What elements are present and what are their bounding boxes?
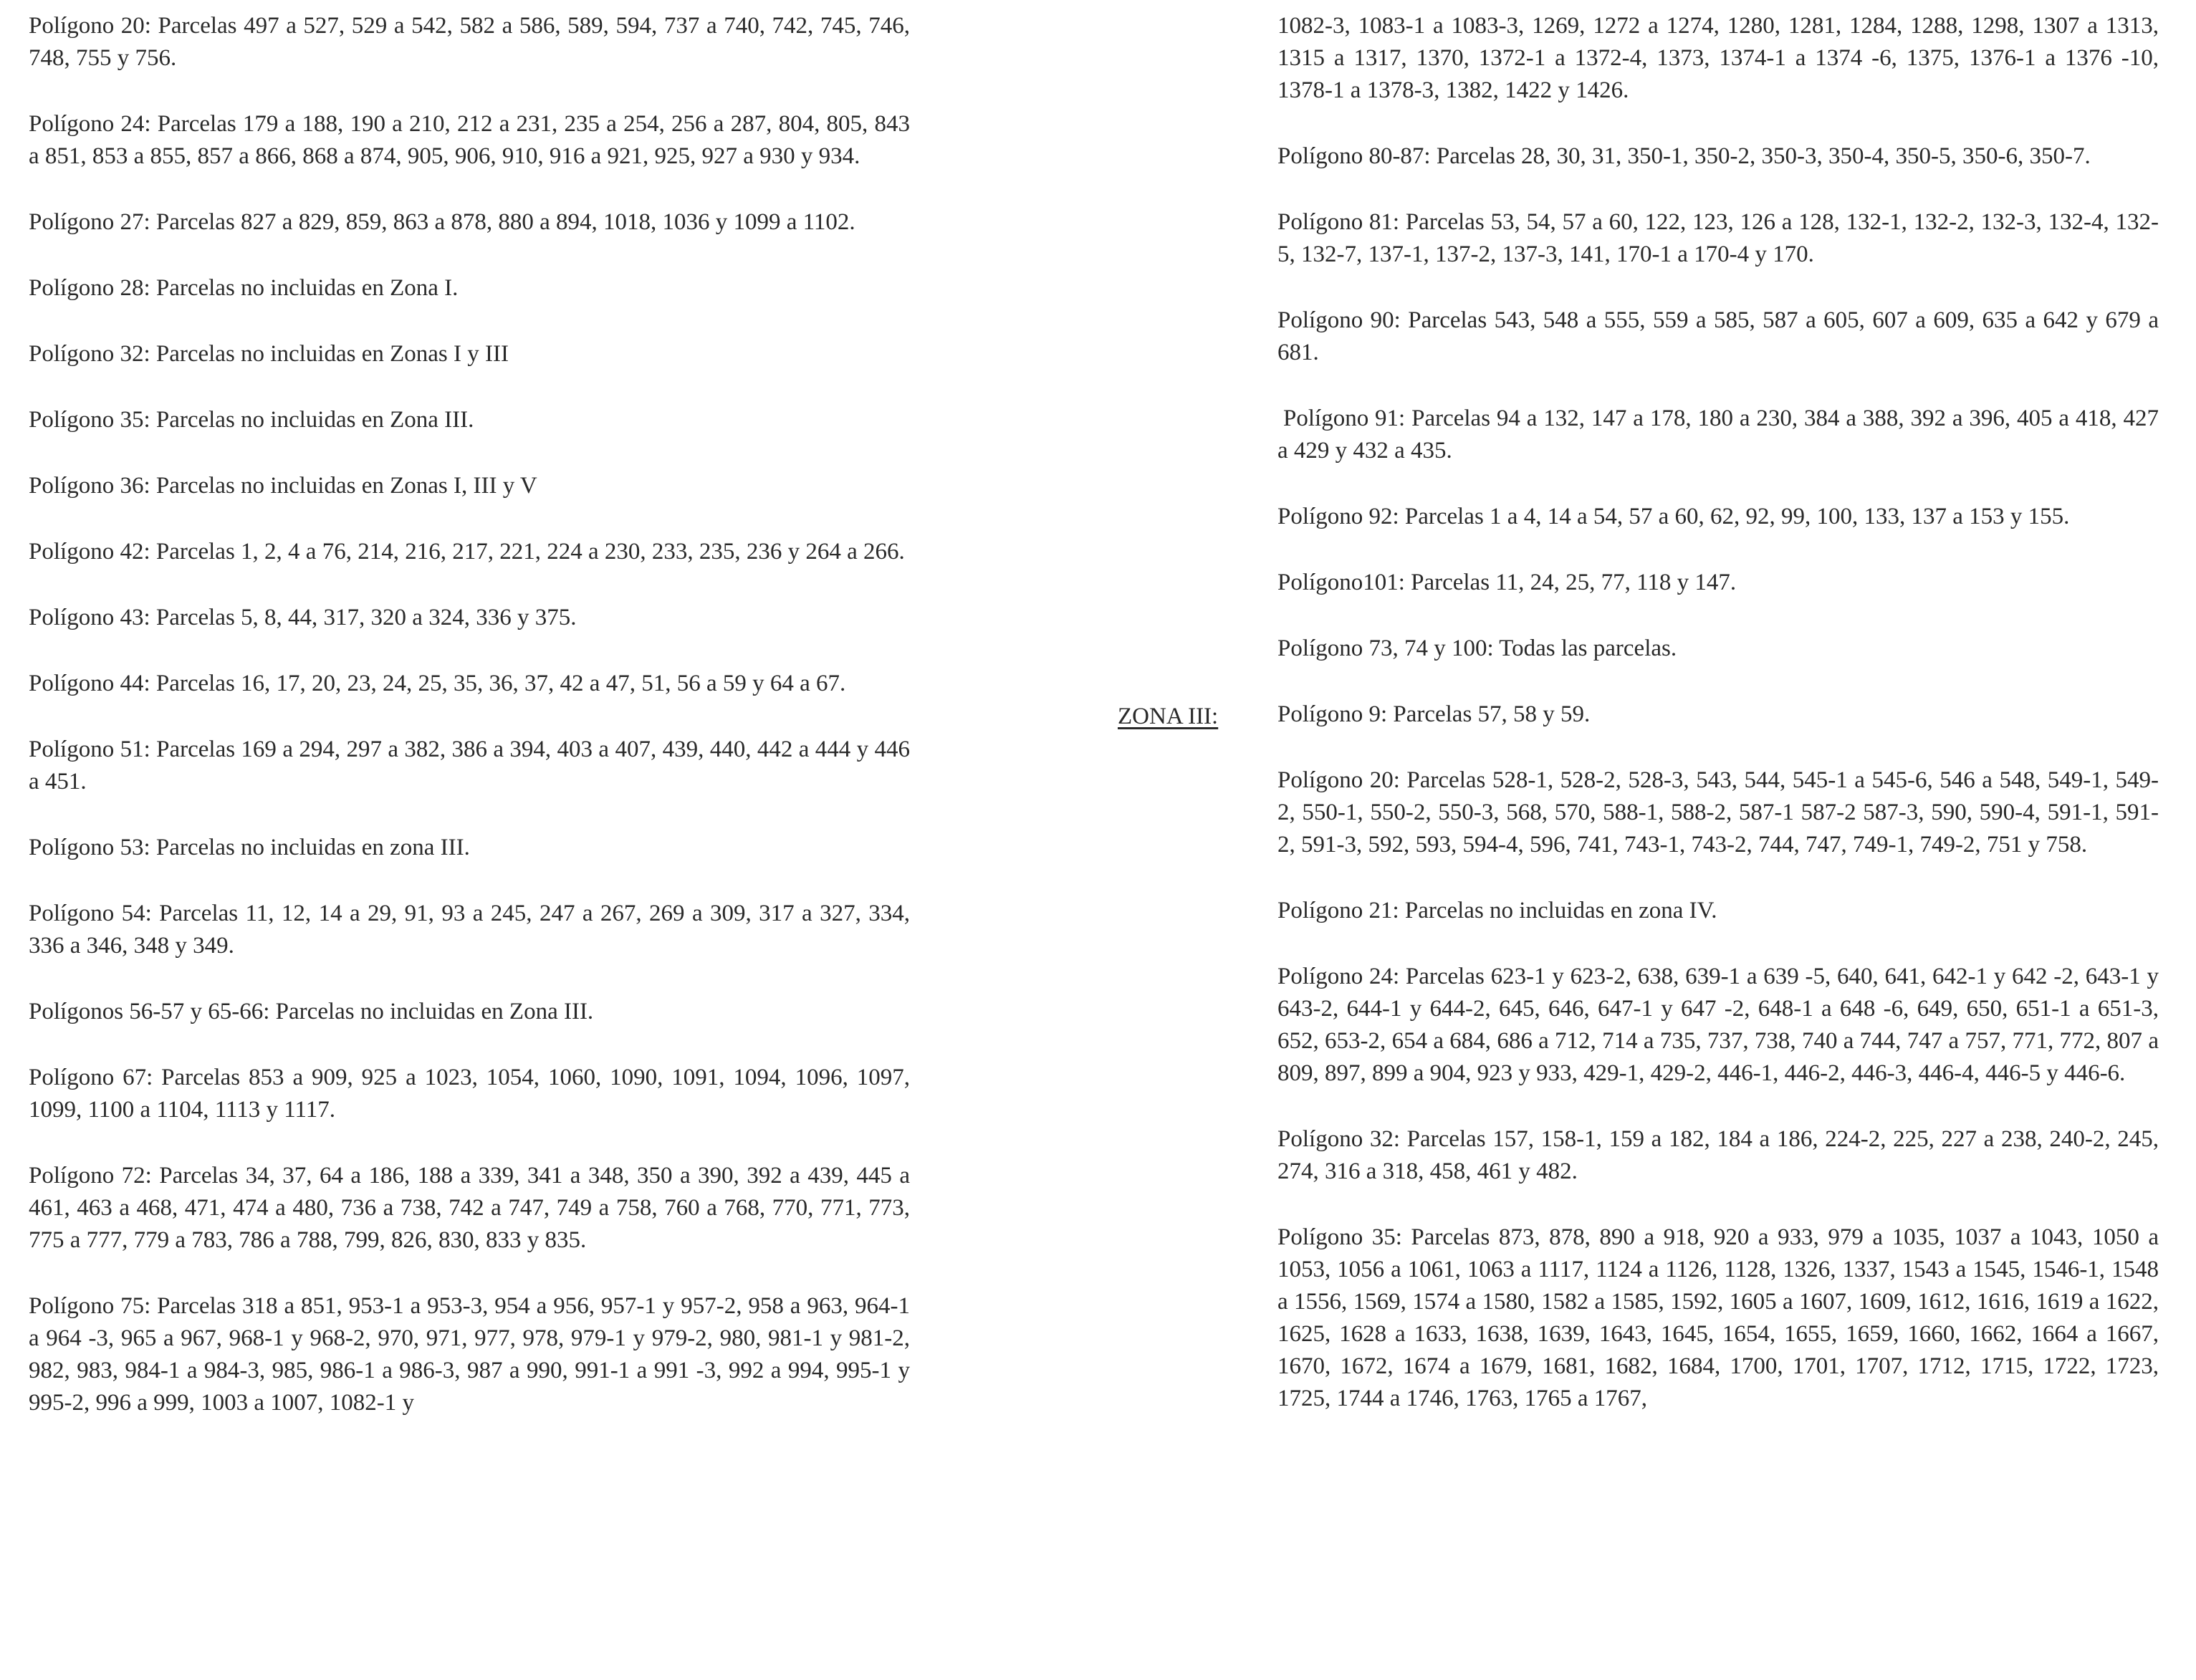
paragraph-poligono-80-87: Polígono 80-87: Parcelas 28, 30, 31, 350-1, 350-2, 350-3, 350-4, 350-5, 350-6, 350-7. (1277, 143, 2091, 169)
paragraph-poligonos-56-57-65-66: Polígonos 56-57 y 65-66: Parcelas no incluidas en Zona III. (29, 999, 594, 1024)
paragraph-zona-iii-poligono-73-74-100: Polígono 73, 74 y 100: Todas las parcelas. (1277, 635, 1677, 661)
paragraph-poligono-101: Polígono101: Parcelas 11, 24, 25, 77, 118 y 147. (1277, 570, 1737, 595)
paragraph-zona-iii-poligono-35: Polígono 35: Parcelas 873, 878, 890 a 918, 920 a 933, 979 a 1035, 1037 a 1043, 1050 a 1053, 1056 a 1061, 1063 a 1117, 1124 a 1126, 1128, 1326, 1337, 1543 a 1545, 1546-1, 1548 a 1556, 1569, 1574 a 1580, 1582 a 1585, 1592, 1605 a 1607, 1609, 1612, 1616, 1619 a 1622, 1625, 1628 a 1633, 1638, 1639, 1643, 1645, 1654, 1655, 1659, 1660, 1662, 1664 a 1667, 1670, 1672, 1674 a 1679, 1681, 1682, 1684, 1700, 1701, 1707, 1712, 1715, 1722, 1723, 1725, 1744 a 1746, 1763, 1765 a 1767, (1277, 1224, 2159, 1411)
paragraph-poligono-43: Polígono 43: Parcelas 5, 8, 44, 317, 320 a 324, 336 y 375. (29, 605, 577, 630)
right-column (1277, 10, 2159, 1449)
paragraph-poligono-36: Polígono 36: Parcelas no incluidas en Zonas I, III y V (29, 473, 537, 499)
paragraph-zona-iii-poligono-32: Polígono 32: Parcelas 157, 158-1, 159 a 182, 184 a 186, 224-2, 225, 227 a 238, 240-2, 245, 274, 316 a 318, 458, 461 y 482. (1277, 1126, 2159, 1184)
paragraph-poligono-35: Polígono 35: Parcelas no incluidas en Zona III. (29, 407, 474, 433)
paragraph-poligono-20: Polígono 20: Parcelas 497 a 527, 529 a 542, 582 a 586, 589, 594, 737 a 740, 742, 745, 746, 748, 755 y 756. (29, 13, 910, 71)
paragraph-poligono-32: Polígono 32: Parcelas no incluidas en Zonas I y III (29, 341, 509, 367)
paragraph-poligono-51: Polígono 51: Parcelas 169 a 294, 297 a 382, 386 a 394, 403 a 407, 439, 440, 442 a 444 y 446 a 451. (29, 736, 910, 795)
paragraph-poligono-67: Polígono 67: Parcelas 853 a 909, 925 a 1023, 1054, 1060, 1090, 1091, 1094, 1096, 1097, 1099, 1100 a 1104, 1113 y 1117. (29, 1065, 910, 1123)
paragraph-poligono-91: Polígono 91: Parcelas 94 a 132, 147 a 178, 180 a 230, 384 a 388, 392 a 396, 405 a 418, 427 a 429 y 432 a 435. (1277, 405, 2159, 464)
left-column (29, 10, 910, 1453)
paragraph-poligono-92: Polígono 92: Parcelas 1 a 4, 14 a 54, 57 a 60, 62, 92, 99, 100, 133, 137 a 153 y 155. (1277, 504, 2070, 529)
paragraph-zona-iii-poligono-24: Polígono 24: Parcelas 623-1 y 623-2, 638, 639-1 a 639 -5, 640, 641, 642-1 y 642 -2, 643-1 y 643-2, 644-1 y 644-2, 645, 646, 647-1 y 647 -2, 648-1 a 648 -6, 649, 650, 651-1 a 651-3, 652, 653-2, 654 a 684, 686 a 712, 714 a 735, 737, 738, 740 a 744, 747 a 757, 771, 772, 807 a 809, 897, 899 a 904, 923 y 933, 429-1, 429-2, 446-1, 446-2, 446-3, 446-4, 446-5 y 446-6. (1277, 964, 2159, 1086)
paragraph-poligono-72: Polígono 72: Parcelas 34, 37, 64 a 186, 188 a 339, 341 a 348, 350 a 390, 392 a 439, 445 a 461, 463 a 468, 471, 474 a 480, 736 a 738, 742 a 747, 749 a 758, 760 a 768, 770, 771, 773, 775 a 777, 779 a 783, 786 a 788, 799, 826, 830, 833 y 835. (29, 1163, 910, 1253)
paragraph-poligono-24: Polígono 24: Parcelas 179 a 188, 190 a 210, 212 a 231, 235 a 254, 256 a 287, 804, 805, 843 a 851, 853 a 855, 857 a 866, 868 a 874, 905, 906, 910, 916 a 921, 925, 927 a 930 y 934. (29, 111, 910, 169)
paragraph-zona-iii-poligono-21: Polígono 21: Parcelas no incluidas en zona IV. (1277, 898, 1717, 923)
paragraph-poligono-42: Polígono 42: Parcelas 1, 2, 4 a 76, 214, 216, 217, 221, 224 a 230, 233, 235, 236 y 264 a 266. (29, 539, 905, 565)
paragraph-poligono-27: Polígono 27: Parcelas 827 a 829, 859, 863 a 878, 880 a 894, 1018, 1036 y 1099 a 1102. (29, 209, 855, 235)
paragraph-poligono-28: Polígono 28: Parcelas no incluidas en Zona I. (29, 275, 459, 301)
zone-iii-label: ZONA III: (1118, 704, 1219, 729)
paragraph-poligono-75: Polígono 75: Parcelas 318 a 851, 953-1 a 953-3, 954 a 956, 957-1 y 957-2, 958 a 963, 964-1 a 964 -3, 965 a 967, 968-1 y 968-2, 970, 971, 977, 978, 979-1 y 979-2, 980, 981-1 y 981-2, 982, 983, 984-1 a 984-3, 985, 986-1 a 986-3, 987 a 990, 991-1 a 991 -3, 992 a 994, 995-1 y 995-2, 996 a 999, 1003 a 1007, 1082-1 y (29, 1293, 910, 1416)
paragraph-poligono-54: Polígono 54: Parcelas 11, 12, 14 a 29, 91, 93 a 245, 247 a 267, 269 a 309, 317 a 327, 334, 336 a 346, 348 y 349. (29, 901, 910, 959)
paragraph-poligono-90: Polígono 90: Parcelas 543, 548 a 555, 559 a 585, 587 a 605, 607 a 609, 635 a 642 y 679 a 681. (1277, 307, 2159, 365)
paragraph-poligono-44: Polígono 44: Parcelas 16, 17, 20, 23, 24, 25, 35, 36, 37, 42 a 47, 51, 56 a 59 y 64 a 67. (29, 671, 846, 696)
paragraph-poligono-81: Polígono 81: Parcelas 53, 54, 57 a 60, 122, 123, 126 a 128, 132-1, 132-2, 132-3, 132-4, 132-5, 132-7, 137-1, 137-2, 137-3, 141, 170-1 a 170-4 y 170. (1277, 209, 2159, 267)
paragraph-zona-iii-poligono-20: Polígono 20: Parcelas 528-1, 528-2, 528-3, 543, 544, 545-1 a 545-6, 546 a 548, 549-1, 549-2, 550-1, 550-2, 550-3, 568, 570, 588-1, 588-2, 587-1 587-2 587-3, 590, 590-4, 591-1, 591-2, 591-3, 592, 593, 594-4, 596, 741, 743-1, 743-2, 744, 747, 749-1, 749-2, 751 y 758. (1277, 767, 2159, 858)
paragraph-zona-iii-poligono-9: Polígono 9: Parcelas 57, 58 y 59. (1277, 701, 1591, 727)
paragraph-poligono-75-continued: 1082-3, 1083-1 a 1083-3, 1269, 1272 a 1274, 1280, 1281, 1284, 1288, 1298, 1307 a 1313, 1315 a 1317, 1370, 1372-1 a 1372-4, 1373, 1374-1 a 1374 -6, 1375, 1376-1 a 1376 -10, 1378-1 a 1378-3, 1382, 1422 y 1426. (1277, 13, 2159, 103)
paragraph-poligono-53: Polígono 53: Parcelas no incluidas en zona III. (29, 835, 470, 860)
